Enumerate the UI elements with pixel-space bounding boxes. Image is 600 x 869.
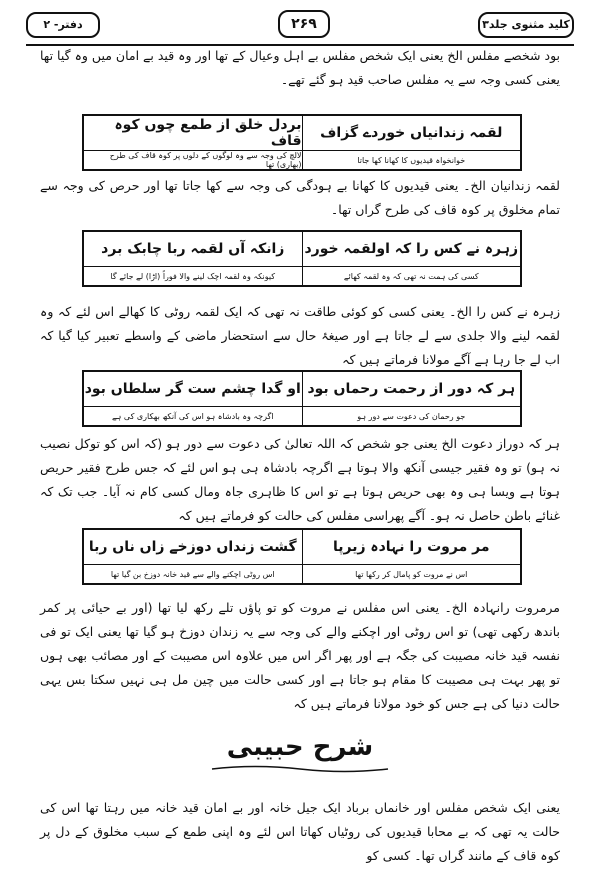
paragraph-4-text: ہر کہ دوراز دعوت الخ یعنی جو شخص کہ اللہ تعالیٰ کی دعوت سے دور ہو (کہ اس کو توکل نصیب نہ ہو) تو وہ فقیر جیسی آنکھ والا ہوتا ہے اگرچہ بادشاہ ہی ہو اس لئے کہ جس طرح فقیر حریص ہوتا ہے ویسا ہی وہ بھی حریص ہوتا ہے تو اس کا ظاہری جاہ ومال کسی کام نہ آیا۔ جب تک کہ غنائے باطن حاصل نہ ہو۔ آگے پھراسی مفلس کی حالت کو فرماتے ہیں کہ: [40, 436, 560, 523]
paragraph-5-text: مرمروت رانہادہ الخ۔ یعنی اس مفلس نے مروت کو تو پاؤں تلے رکھ لیا تھا (اور بے حیائی پر کمر باندھ رکھی تھی) تو اس روٹی اور اچکنے والے کی وجہ سے یہ زندان دوزخ ہو گیا تھا یعنی ایک تو فی نفسہ قید خانہ مصیبت کی جگہ ہے اور پھر اگر اس میں علاوہ اس مصیبت کے اور مصائب بھی ہوں تو پھر بہت ہی مصیبت کا مقام ہو جاتا ہے اور کسی حالت میں چین مل ہی نہیں سکتا بس یہی حالت دنیا کی ہے جس کو خود مولانا فرماتے ہیں کہ: [40, 600, 560, 711]
translation-right: خوانخواہ قیدیوں کا کھانا کھا جاتا: [357, 155, 466, 165]
verse-table-4: [82, 528, 522, 585]
verse-line-right: ہر کہ دور از رحمت رحماں بود: [307, 381, 516, 397]
translation-row: [84, 565, 520, 583]
verse-line-right: مر مروت را نہادہ زیرپا: [332, 539, 490, 555]
verse-row: [84, 116, 520, 151]
paragraph-1: [40, 44, 560, 92]
paragraph-4: [40, 432, 560, 528]
verse-table-2: [82, 230, 522, 287]
verse-table-1: [82, 114, 522, 171]
verse-row: [84, 372, 520, 407]
translation-left: اگرچہ وہ بادشاہ ہو اس کی آنکھ بھکاری کی ہے: [84, 407, 303, 425]
translation-row: [84, 267, 520, 285]
section-heading: شرح حبیبی: [226, 732, 374, 762]
verse-row: [84, 232, 520, 267]
translation-left: اس روٹی اچکنے والے سے قید خانہ دوزخ بن گیا تھا: [84, 565, 303, 583]
verse-line-right: زہرہ نے کس را کہ اولقمہ خورد: [304, 241, 519, 257]
verse-table-3: [82, 370, 522, 427]
paragraph-2: [40, 174, 560, 222]
verse-line-left: گشت زنداں دوزخے زاں ناں ربا: [84, 530, 303, 564]
verse-line-left: او گدا چشم ست گر سلطاں بود: [84, 372, 303, 406]
translation-left: کیونکہ وہ لقمہ اچک لینے والا فوراً (اڑا) لے جائے گا: [84, 267, 303, 285]
paragraph-6: [40, 796, 560, 868]
translation-right: اس نے مروت کو پامال کر رکھا تھا: [355, 569, 468, 579]
paragraph-6-text: یعنی ایک شخص مفلس اور خانماں برباد ایک جیل خانہ اور بے امان قید خانہ میں رہتا تھا اس کی حالت یہ تھی کہ بے محابا قیدیوں کی روٹیاں کھاتا اس لئے وہ اپنی طمع کے سبب مخلوق کے دل پر کوہ قاف کے مانند گراں تھا۔ کسی کو: [40, 800, 560, 863]
translation-row: [84, 407, 520, 425]
paragraph-5: [40, 596, 560, 716]
verse-row: [84, 530, 520, 565]
page-header: [26, 10, 574, 38]
verse-line-left: زانکہ آں لقمہ ربا چابک برد: [84, 232, 303, 266]
paragraph-1-text: بود شخصے مفلس الخ یعنی ایک شخص مفلس بے اہل وعیال کے تھا اور وہ قید بے امان میں وہ گیا تھا یعنی کسی وجہ سے یہ مفلس صاحب قید ہو گئے تھے۔: [40, 48, 560, 87]
paragraph-3-text: زہرہ نے کس را الخ۔ یعنی کسی کو کوئی طاقت نہ تھی کہ ایک لقمہ روٹی کا کھالے اس لئے کہ وہ لقمہ لینے والا جلدی سے لے جاتا ہے اور صیغۂ حال سے استحضار ماضی کے واسطے تعبیر کیا گیا کہ اب لے جا رہا ہے آگے مولانا فرماتے ہیں کہ: [40, 304, 560, 367]
translation-right: کسی کی ہمت نہ تھی کہ وہ لقمہ کھائے: [343, 271, 479, 281]
page-number-badge: ۲۶۹: [278, 10, 330, 38]
paragraph-3: [40, 300, 560, 372]
book-title-badge: کلید مثنوی جلد۳: [478, 12, 574, 38]
paragraph-2-text: لقمہ زندانیان الخ۔ یعنی قیدیوں کا کھانا بے ہودگی کی وجہ سے کھا جاتا تھا اور حرص کی وجہ سے تمام مخلوق پر کوہ قاف کی طرح گراں تھا۔: [40, 178, 560, 217]
translation-row: [84, 151, 520, 169]
heading-flourish: [210, 764, 390, 774]
verse-line-left: بردل خلق از طمع چوں کوہ قاف: [84, 116, 303, 150]
translation-left: لالچ کی وجہ سے وہ لوگوں کے دلوں پر کوہ قاف کی طرح (بھاری) تھا: [84, 151, 303, 169]
verse-line-right: لقمہ زندانیاں خوردے گزاف: [320, 125, 503, 141]
translation-right: جو رحمان کی دعوت سے دور ہو: [357, 411, 466, 421]
volume-badge: دفتر- ۲: [26, 12, 100, 38]
